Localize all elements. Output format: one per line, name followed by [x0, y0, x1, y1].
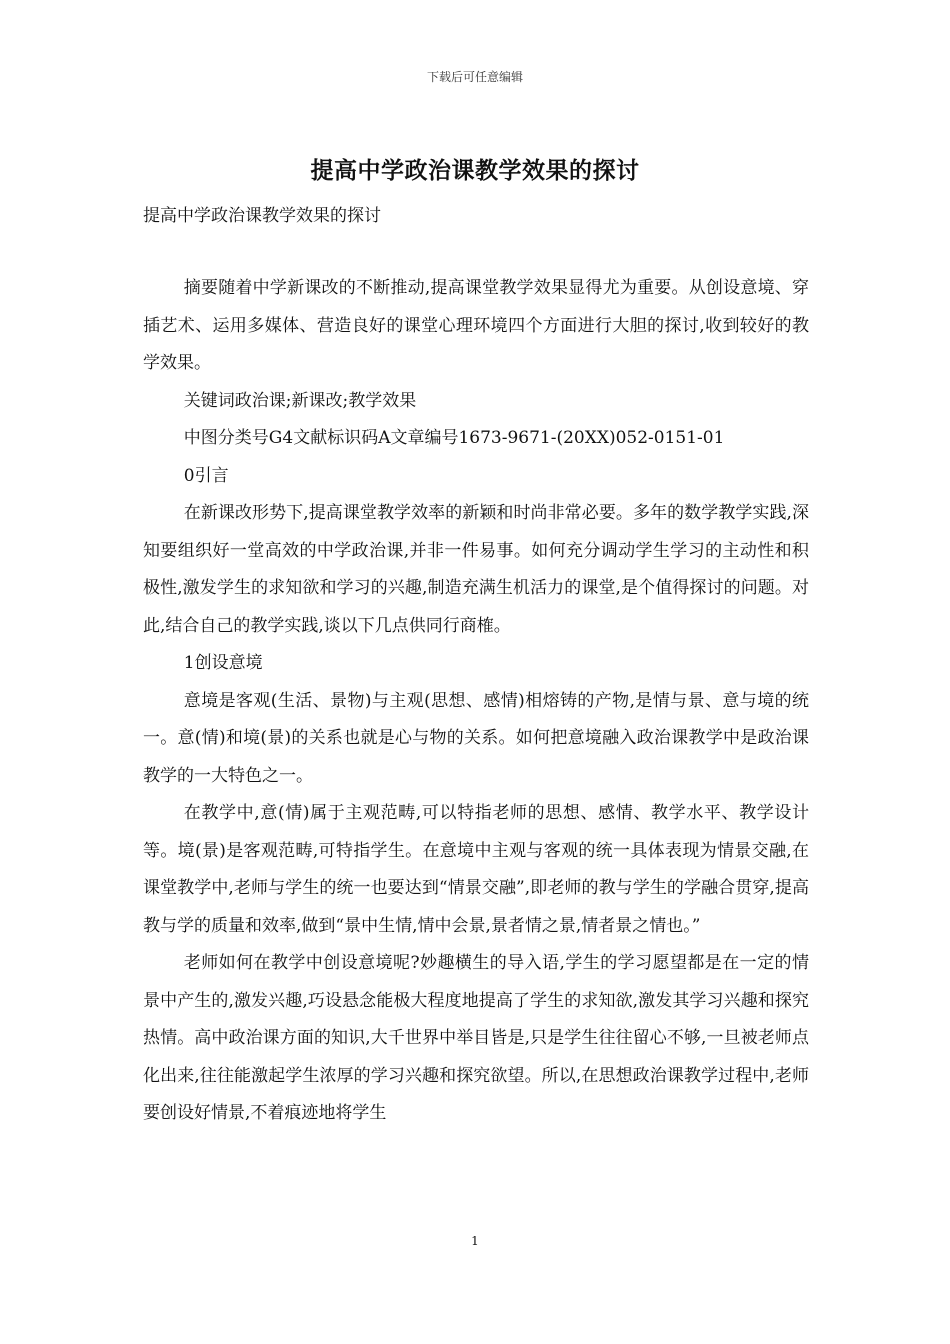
- body-paragraph: 在新课改形势下,提高课堂教学效率的新颖和时尚非常必要。多年的数学教学实践,深知要组织好一堂高效的中学政治课,并非一件易事。如何充分调动学生学习的主动性和积极性,激发学生的求知欲和学习的兴趣,制造充满生机活力的课堂,是个值得探讨的问题。对此,结合自己的教学实践,谈以下几点供同行商榷。: [143, 503, 809, 636]
- keywords-line: 关键词政治课;新课改;教学效果: [183, 390, 417, 411]
- section-heading-introduction: 0引言: [183, 465, 229, 486]
- document-body: [143, 270, 809, 1133]
- abstract-paragraph: 摘要随着中学新课改的不断推动,提高课堂教学效果显得尤为重要。从创设意境、穿插艺术、运用多媒体、营造良好的课堂心理环境四个方面进行大胆的探讨,收到较好的教学效果。: [143, 278, 809, 373]
- page-header-note: 下载后可任意编辑: [426, 70, 523, 84]
- page-number: 1: [471, 1234, 479, 1248]
- document-subtitle: 提高中学政治课教学效果的探讨: [143, 206, 381, 226]
- body-paragraph: 在教学中,意(情)属于主观范畴,可以特指老师的思想、感情、教学水平、教学设计等。境(景)是客观范畴,可特指学生。在意境中主观与客观的统一具体表现为情景交融,在课堂教学中,老师与学生的统一也要达到“情景交融”,即老师的教与学生的学融合贯穿,提高教与学的质量和效率,做到“景中生情,情中会景,景者情之景,情者景之情也。”: [143, 803, 809, 936]
- classification-line: 中图分类号G4文献标识码A文章编号1673-9671-(20XX)052-0151-01: [183, 428, 725, 448]
- body-paragraph: 意境是客观(生活、景物)与主观(思想、感情)相熔铸的产物,是情与景、意与境的统一。意(情)和境(景)的关系也就是心与物的关系。如何把意境融入政治课教学中是政治课教学的一大特色之一。: [143, 690, 809, 786]
- section-heading-1: 1创设意境: [183, 653, 263, 673]
- body-paragraph: 老师如何在教学中创设意境呢?妙趣横生的导入语,学生的学习愿望都是在一定的情景中产生的,激发兴趣,巧设悬念能极大程度地提高了学生的求知欲,激发其学习兴趣和探究热情。高中政治课方面的知识,大千世界中举目皆是,只是学生往往留心不够,一旦被老师点化出来,往往能激起学生浓厚的学习兴趣和探究欲望。所以,在思想政治课教学过程中,老师要创设好情景,不着痕迹地将学生: [143, 953, 809, 1123]
- document-title: 提高中学政治课教学效果的探讨: [310, 157, 640, 184]
